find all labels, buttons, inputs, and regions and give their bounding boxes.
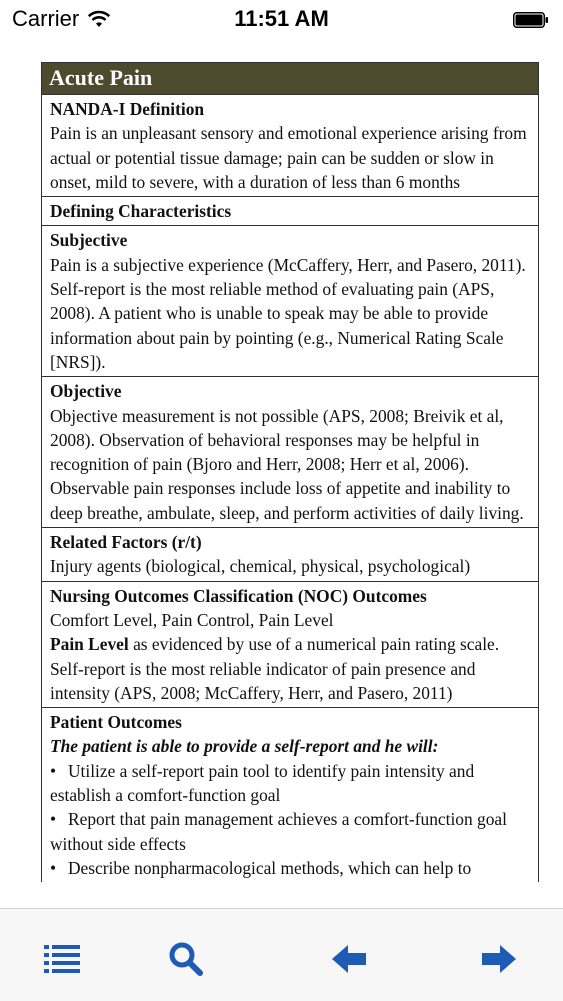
defining-heading: Defining Characteristics bbox=[50, 201, 232, 222]
outcome-bullet bbox=[50, 807, 530, 856]
document-view[interactable] bbox=[41, 62, 539, 908]
outcomes-lead: The patient is able to provide a self-report and he will: bbox=[50, 736, 439, 757]
next-page-button[interactable] bbox=[478, 939, 518, 979]
noc-line2-rest: as evidenced by use of a numerical pain rating scale. Self-report is the most reliable indicator of pain presence and intensity (APS, 2008; McCaffery, Herr, and Pasero, 2011) bbox=[50, 634, 500, 703]
nanda-text: Pain is an unpleasant sensory and emotional experience arising from actual or potential tissue damage; pain can be sudden or slow in onset, mild to severe, with a duration of less than 6 months bbox=[50, 123, 527, 192]
noc-line1: Comfort Level, Pain Control, Pain Level bbox=[50, 609, 334, 630]
outcome-bullet-text: Describe nonpharmacological methods, which can help to bbox=[68, 857, 472, 878]
card-title: Acute Pain bbox=[42, 63, 538, 94]
arrow-right-icon bbox=[480, 944, 516, 974]
outcome-bullet bbox=[50, 856, 530, 880]
related-text: Injury agents (biological, chemical, physical, psychological) bbox=[50, 556, 471, 577]
list-icon bbox=[44, 944, 80, 974]
search-button[interactable] bbox=[166, 939, 206, 979]
outcomes-heading: Patient Outcomes bbox=[50, 712, 182, 733]
bullet-mark: • bbox=[50, 857, 57, 878]
outcome-bullet-text: Report that pain management achieves a comfort-function goal without side effects bbox=[50, 809, 507, 854]
search-icon bbox=[168, 941, 204, 977]
arrow-left-icon bbox=[332, 944, 368, 974]
contents-button[interactable] bbox=[42, 939, 82, 979]
objective-text: Objective measurement is not possible (APS, 2008; Breivik et al, 2008). Observation of behavioral responses may be helpful in recognition of pain (Bjoro and Herr, 2008; Herr et al, 2006). Observable pain responses include loss of appetite and inability to deep breathe, ambulate, sleep, and perform activities of daily living. bbox=[50, 405, 524, 523]
defining-characteristics-section bbox=[42, 196, 538, 225]
objective-section bbox=[42, 376, 538, 527]
carrier-label: Carrier bbox=[12, 6, 80, 31]
care-plan-card bbox=[41, 62, 539, 882]
related-factors-section bbox=[42, 527, 538, 581]
status-time: 11:51 AM bbox=[234, 6, 329, 31]
noc-bold-lead: Pain Level bbox=[50, 634, 129, 655]
outcome-bullet-text: Utilize a self-report pain tool to identify pain intensity and establish a comfort-function goal bbox=[50, 760, 475, 806]
bottom-toolbar bbox=[0, 908, 563, 1001]
outcome-bullet bbox=[50, 759, 530, 808]
patient-outcomes-section bbox=[42, 707, 538, 882]
bullet-mark: • bbox=[50, 809, 57, 830]
noc-section bbox=[42, 581, 538, 707]
battery-icon bbox=[513, 12, 549, 28]
bullet-mark: • bbox=[50, 760, 57, 781]
subjective-section bbox=[42, 225, 538, 376]
subjective-text: Pain is a subjective experience (McCaffery, Herr, and Pasero, 2011). Self-report is the most reliable method of evaluating pain (APS, 2008). A patient who is unable to speak may be able to provide information about pain by pointing (e.g., Numerical Rating Scale [NRS]). bbox=[50, 254, 526, 372]
nanda-heading: NANDA-I Definition bbox=[50, 99, 205, 119]
status-bar bbox=[0, 0, 563, 42]
objective-heading: Objective bbox=[50, 381, 122, 402]
noc-heading: Nursing Outcomes Classification (NOC) Outcomes bbox=[50, 585, 427, 606]
previous-page-button[interactable] bbox=[330, 939, 370, 979]
subjective-heading: Subjective bbox=[50, 230, 128, 251]
noc-line2 bbox=[50, 632, 530, 705]
related-heading: Related Factors (r/t) bbox=[50, 532, 202, 553]
nanda-section bbox=[42, 94, 538, 196]
